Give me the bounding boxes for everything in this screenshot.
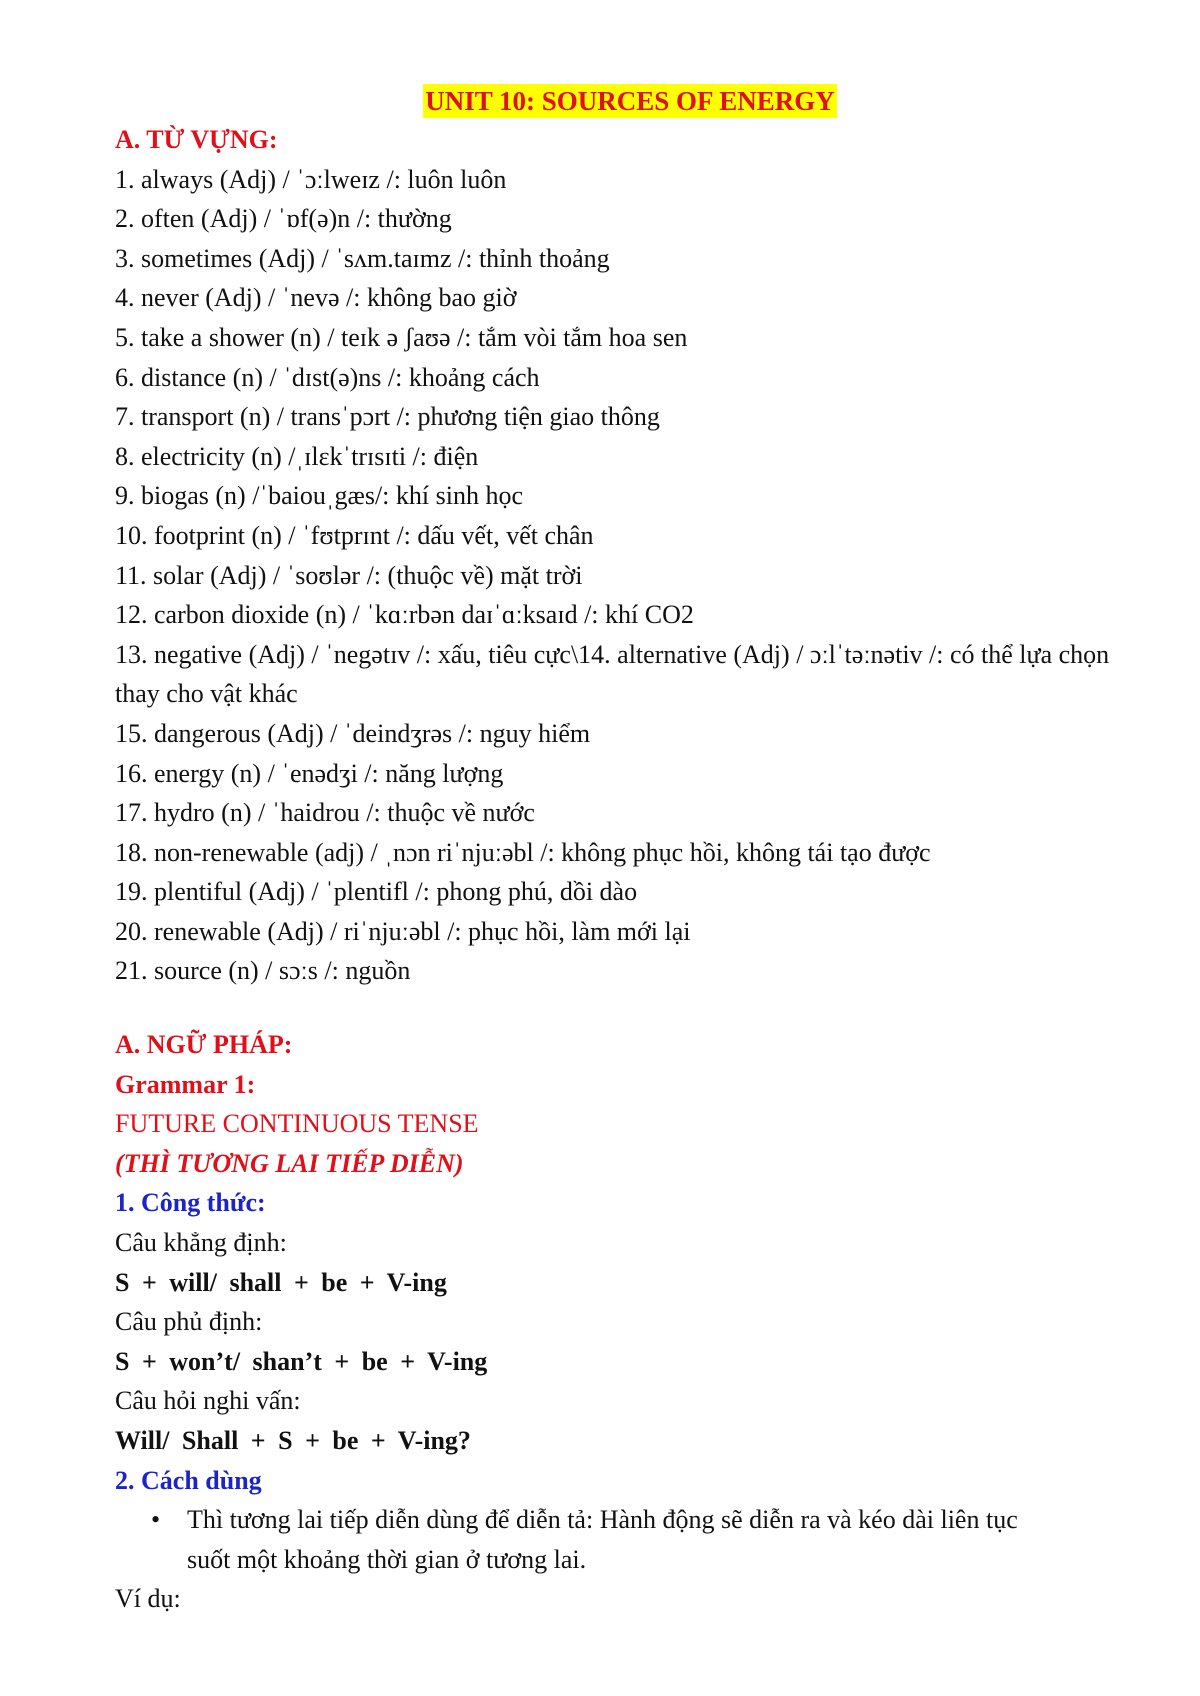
vocab-heading: A. TỪ VỰNG: <box>115 125 278 154</box>
vocab-item: 7. transport (n) / transˈpɔrt /: phương tiện giao thông <box>115 402 660 432</box>
usage-bullet-line: suốt một khoảng thời gian ở tương lai. <box>187 1544 587 1574</box>
vocab-item: 8. electricity (n) /ˌɪlɛkˈtrɪsɪti /: điện <box>115 441 479 471</box>
question-formula: Will/ Shall + S + be + V-ing? <box>115 1426 471 1455</box>
vocab-item: 20. renewable (Adj) / riˈnjuːəbl /: phục hồi, làm mới lại <box>115 916 691 946</box>
vocab-item: 6. distance (n) / ˈdɪst(ə)ns /: khoảng cách <box>115 362 540 392</box>
vocab-item: 18. non-renewable (adj) / ˌnɔn riˈnjuːəbl /: không phục hồi, không tái tạo được <box>115 837 931 867</box>
vocab-item: 4. never (Adj) / ˈnevə /: không bao giờ <box>115 283 517 313</box>
vocab-item: 19. plentiful (Adj) / ˈplentifl /: phong phú, dồi dào <box>115 877 638 907</box>
tense-title: FUTURE CONTINUOUS TENSE <box>115 1109 479 1139</box>
grammar-heading: A. NGỮ PHÁP: <box>115 1030 293 1060</box>
document-content <box>115 84 1115 1619</box>
question-label: Câu hỏi nghi vấn: <box>115 1386 301 1416</box>
vocab-item: 5. take a shower (n) / teɪk ə ʃaʊə /: tắm vòi tắm hoa sen <box>115 322 688 352</box>
vocab-item: 21. source (n) / sɔːs /: nguồn <box>115 956 411 986</box>
usage-heading: 2. Cách dùng <box>115 1465 262 1495</box>
vocab-item: 9. biogas (n) /ˈbaiouˌgæs/: khí sinh học <box>115 481 524 511</box>
negative-label: Câu phủ định: <box>115 1307 263 1337</box>
usage-bullet <box>115 1500 1115 1579</box>
vocab-item: 2. often (Adj) / ˈɒf(ə)n /: thường <box>115 204 452 234</box>
vocab-item: 12. carbon dioxide (n) / ˈkɑːrbən daɪˈɑːksaɪd /: khí CO2 <box>115 600 694 630</box>
vocab-item: 11. solar (Adj) / ˈsoʊlər /: (thuộc về) mặt trời <box>115 560 583 590</box>
title-row <box>115 84 1115 118</box>
section-spacer <box>115 991 1115 1025</box>
vocab-item: 15. dangerous (Adj) / ˈdeindʒrəs /: nguy hiểm <box>115 718 591 748</box>
affirmative-label: Câu khẳng định: <box>115 1228 287 1258</box>
vocab-item: 10. footprint (n) / ˈfʊtprɪnt /: dấu vết, vết chân <box>115 520 594 550</box>
tense-title-vi: (THÌ TƯƠNG LAI TIẾP DIỄN) <box>115 1148 464 1178</box>
vocab-item: 1. always (Adj) / ˈɔːlweɪz /: luôn luôn <box>115 164 507 194</box>
grammar-label: Grammar 1: <box>115 1069 256 1099</box>
vocab-item: 17. hydro (n) / ˈhaidrou /: thuộc về nước <box>115 798 535 828</box>
affirmative-formula: S + will/ shall + be + V-ing <box>115 1267 447 1297</box>
unit-title: UNIT 10: SOURCES OF ENERGY <box>425 86 835 116</box>
vocab-item: 13. negative (Adj) / ˈnegətɪv /: xấu, tiêu cực\14. alternative (Adj) / ɔːlˈtəːnətiv /: có thể lựa chọn thay cho vật khác <box>115 639 1110 709</box>
vocab-list <box>115 160 1115 991</box>
example-label: Ví dụ: <box>115 1584 181 1614</box>
usage-bullet-line: Thì tương lai tiếp diễn dùng để diễn tả: Hành động sẽ diễn ra và kéo dài liên tục <box>187 1505 1018 1535</box>
negative-formula: S + won’t/ shan’t + be + V-ing <box>115 1346 488 1376</box>
formula-heading: 1. Công thức: <box>115 1188 266 1218</box>
vocab-item: 16. energy (n) / ˈenədʒi /: năng lượng <box>115 758 504 788</box>
bullet-icon: • <box>151 1505 161 1535</box>
vocab-item: 3. sometimes (Adj) / ˈsʌm.taɪmz /: thỉnh thoảng <box>115 243 610 273</box>
